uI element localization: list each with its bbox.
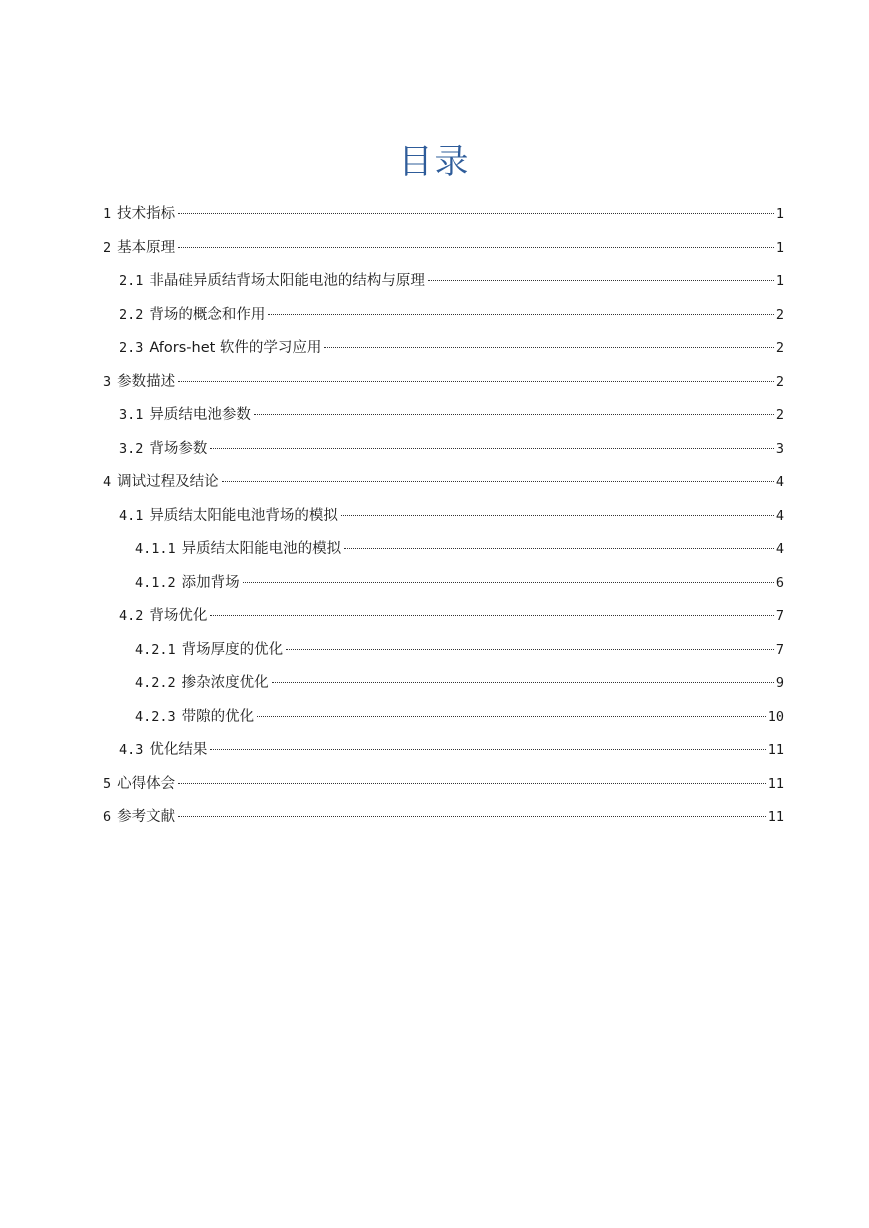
toc-entry-page-number: 7 xyxy=(775,608,784,624)
toc-entry-label: 异质结电池参数 xyxy=(149,407,251,423)
toc-entry-number: 6 xyxy=(103,809,112,825)
toc-entry[interactable] xyxy=(135,672,784,694)
toc-entry-label: 参数描述 xyxy=(117,374,176,390)
toc-entry-number: 2 xyxy=(103,240,112,256)
toc-entry-label: Afors-het 软件的学习应用 xyxy=(149,340,322,356)
toc-entry-page-number: 11 xyxy=(767,809,784,825)
toc-entry-label: 参考文献 xyxy=(117,809,176,825)
toc-entry-label: 背场优化 xyxy=(149,608,208,624)
toc-entry-page-number: 1 xyxy=(775,273,784,289)
toc-dot-leader xyxy=(272,682,774,683)
toc-entry-label: 非晶硅异质结背场太阳能电池的结构与原理 xyxy=(149,273,425,289)
toc-entry-label: 背场的概念和作用 xyxy=(149,307,266,323)
toc-entry-page-number: 11 xyxy=(767,776,784,792)
toc-dot-leader xyxy=(210,615,773,616)
toc-entry-label: 带隙的优化 xyxy=(181,709,255,725)
toc-entry-number: 3.2 xyxy=(119,441,144,457)
toc-entry-number: 4.3 xyxy=(119,742,144,758)
toc-entry-label: 调试过程及结论 xyxy=(117,474,219,490)
toc-entry-number: 5 xyxy=(103,776,112,792)
toc-entry[interactable] xyxy=(119,438,784,460)
toc-entry-number: 3 xyxy=(103,374,112,390)
toc-dot-leader xyxy=(428,280,774,281)
toc-entry[interactable] xyxy=(135,538,784,560)
toc-dot-leader xyxy=(222,481,774,482)
toc-dot-leader xyxy=(178,213,774,214)
toc-entry[interactable] xyxy=(119,505,784,527)
toc-entry-page-number: 10 xyxy=(767,709,784,725)
toc-entry-number: 4.2.2 xyxy=(135,675,176,691)
toc-entry-page-number: 4 xyxy=(775,474,784,490)
toc-entry[interactable] xyxy=(119,304,784,326)
toc-entry-page-number: 7 xyxy=(775,642,784,658)
toc-entry[interactable] xyxy=(103,471,784,493)
toc-entry[interactable] xyxy=(135,572,784,594)
toc-entry-number: 2.2 xyxy=(119,307,144,323)
toc-entry-page-number: 2 xyxy=(775,340,784,356)
toc-dot-leader xyxy=(341,515,774,516)
toc-dot-leader xyxy=(178,247,774,248)
toc-entry[interactable] xyxy=(103,237,784,259)
toc-dot-leader xyxy=(210,448,773,449)
toc-entry-number: 4.2.3 xyxy=(135,709,176,725)
toc-dot-leader xyxy=(210,749,765,750)
toc-entry-page-number: 9 xyxy=(775,675,784,691)
toc-dot-leader xyxy=(254,414,774,415)
toc-entry-number: 4.1.2 xyxy=(135,575,176,591)
toc-entry-label: 背场参数 xyxy=(149,441,208,457)
toc-entry-label: 异质结太阳能电池的模拟 xyxy=(181,541,342,557)
toc-entry-page-number: 2 xyxy=(775,374,784,390)
toc-dot-leader xyxy=(178,381,774,382)
toc-entry-number: 4.1.1 xyxy=(135,541,176,557)
toc-entry-page-number: 1 xyxy=(775,240,784,256)
toc-entry-number: 4.1 xyxy=(119,508,144,524)
toc-title: 目录 xyxy=(398,142,471,182)
toc-entry-number: 4 xyxy=(103,474,112,490)
toc-dot-leader xyxy=(243,582,774,583)
toc-entry-page-number: 3 xyxy=(775,441,784,457)
toc-dot-leader xyxy=(324,347,773,348)
toc-dot-leader xyxy=(268,314,773,315)
toc-entry-label: 优化结果 xyxy=(149,742,208,758)
toc-entry-page-number: 2 xyxy=(775,307,784,323)
toc-entry-number: 3.1 xyxy=(119,407,144,423)
toc-entry[interactable] xyxy=(135,706,784,728)
toc-entry-page-number: 4 xyxy=(775,541,784,557)
toc-entry[interactable] xyxy=(103,773,784,795)
toc-entry-page-number: 11 xyxy=(767,742,784,758)
toc-entry[interactable] xyxy=(103,371,784,393)
toc-entry[interactable] xyxy=(119,404,784,426)
toc-dot-leader xyxy=(344,548,774,549)
toc-entry-number: 2.3 xyxy=(119,340,144,356)
toc-entry-number: 4.2 xyxy=(119,608,144,624)
toc-dot-leader xyxy=(257,716,766,717)
toc-entry-label: 基本原理 xyxy=(117,240,176,256)
toc-entry-label: 技术指标 xyxy=(117,206,176,222)
toc-entry-page-number: 6 xyxy=(775,575,784,591)
toc-entry-number: 1 xyxy=(103,206,112,222)
toc-entry[interactable] xyxy=(135,639,784,661)
toc-entry[interactable] xyxy=(103,806,784,828)
toc-dot-leader xyxy=(286,649,774,650)
toc-dot-leader xyxy=(178,783,766,784)
toc-entry-label: 背场厚度的优化 xyxy=(181,642,284,658)
toc-entry-number: 2.1 xyxy=(119,273,144,289)
toc-entry[interactable] xyxy=(119,270,784,292)
toc-dot-leader xyxy=(178,816,766,817)
toc-entry-page-number: 4 xyxy=(775,508,784,524)
toc-entry-number: 4.2.1 xyxy=(135,642,176,658)
toc-entry-label: 异质结太阳能电池背场的模拟 xyxy=(149,508,338,524)
toc-entry-page-number: 1 xyxy=(775,206,784,222)
toc-entry[interactable] xyxy=(119,739,784,761)
toc-entry-label: 掺杂浓度优化 xyxy=(181,675,269,691)
toc-entry-page-number: 2 xyxy=(775,407,784,423)
toc-entry[interactable] xyxy=(119,605,784,627)
toc-entry-label: 添加背场 xyxy=(181,575,240,591)
toc-entry[interactable] xyxy=(119,337,784,359)
toc-entry-label: 心得体会 xyxy=(117,776,176,792)
toc-entry[interactable] xyxy=(103,203,784,225)
